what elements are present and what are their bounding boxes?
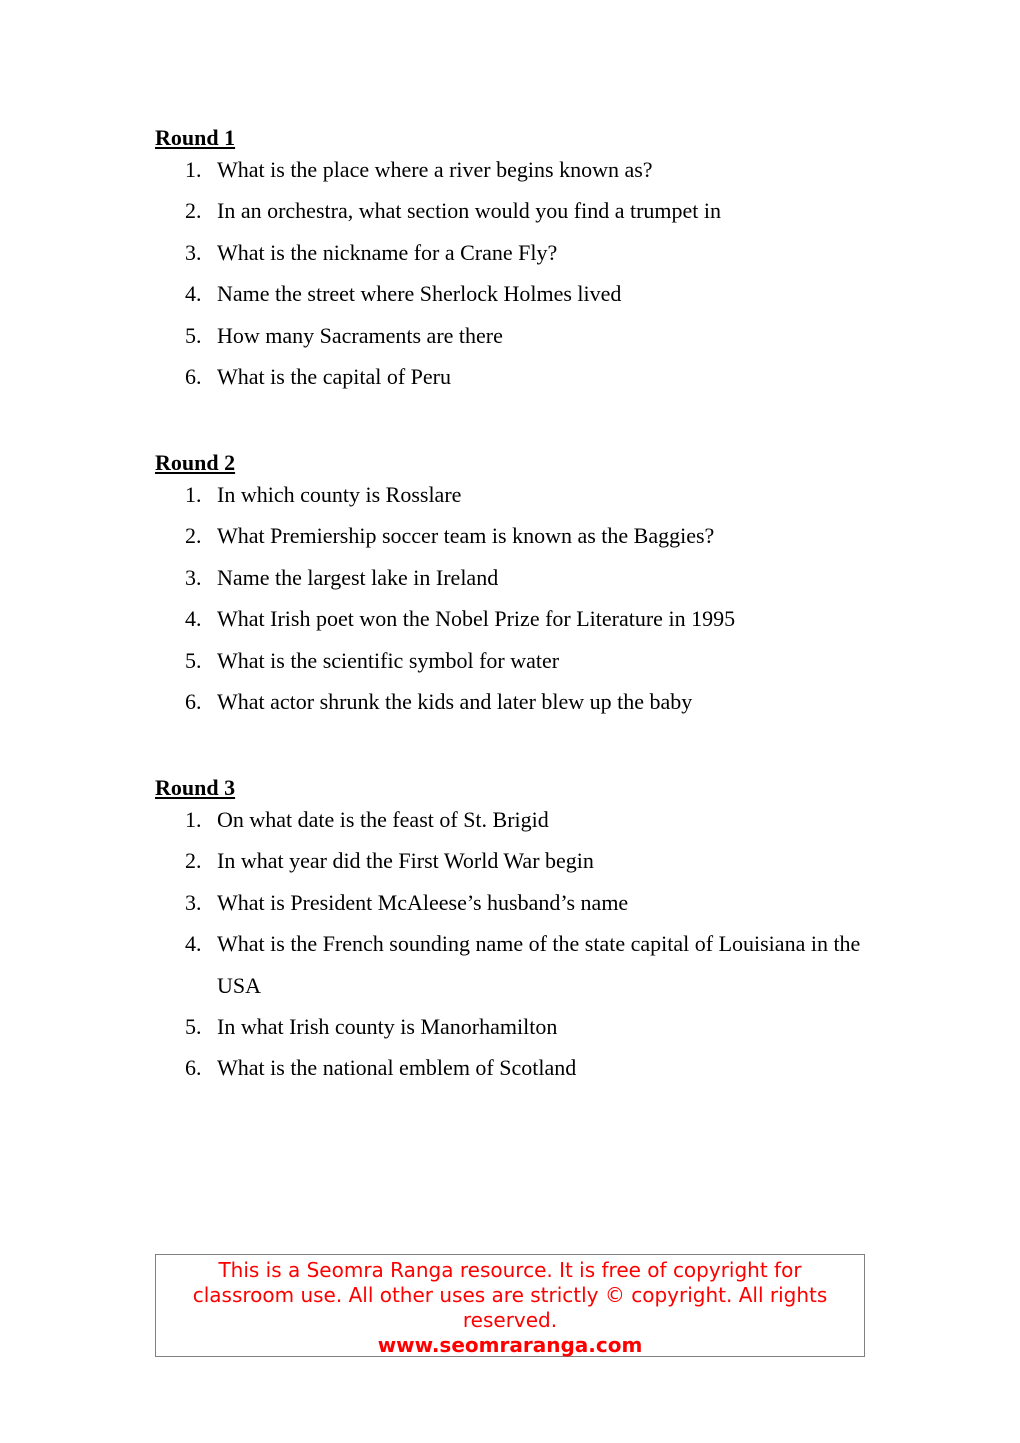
question-number: 6. (185, 689, 202, 715)
question-text: In what year did the First World War begin (217, 848, 594, 874)
question-number: 3. (185, 239, 202, 265)
question-item (155, 232, 867, 273)
question-text: What is the scientific symbol for water (217, 647, 560, 673)
round-title: Round 3 (155, 775, 236, 800)
question-list (155, 474, 875, 722)
question-text: How many Sacraments are there (217, 322, 503, 348)
question-number: 3. (185, 889, 202, 915)
website-link[interactable]: www.seomraranga.com (377, 1333, 643, 1357)
question-text: What is President McAleese’s husband’s name (217, 889, 629, 915)
question-item (155, 598, 867, 639)
question-text: What actor shrunk the kids and later blew up the baby (217, 689, 693, 715)
question-number: 5. (185, 647, 202, 673)
question-text: In which county is Rosslare (217, 482, 462, 507)
question-number: 6. (185, 364, 202, 390)
question-text: In an orchestra, what section would you find a trumpet in (217, 198, 722, 224)
question-item (155, 190, 867, 231)
question-list (155, 799, 875, 1089)
question-item (155, 799, 867, 840)
question-item (155, 273, 867, 314)
question-text: Name the street where Sherlock Holmes lived (217, 281, 622, 307)
question-item (155, 356, 867, 397)
question-number: 1. (185, 157, 202, 182)
question-number: 1. (185, 807, 202, 832)
question-text: What Irish poet won the Nobel Prize for Literature in 1995 (217, 606, 736, 632)
question-text: What is the capital of Peru (217, 364, 451, 390)
round-section (155, 451, 875, 722)
question-text: In what Irish county is Manorhamilton (217, 1014, 558, 1040)
round-title: Round 2 (155, 450, 236, 475)
question-text: What is the place where a river begins known as? (217, 157, 653, 182)
question-number: 4. (185, 931, 202, 957)
question-text: What is the national emblem of Scotland (217, 1055, 577, 1081)
round-title: Round 1 (155, 125, 236, 150)
question-number: 2. (185, 848, 202, 874)
question-item (155, 1006, 867, 1047)
question-number: 6. (185, 1055, 202, 1081)
question-item (155, 515, 867, 556)
question-number: 2. (185, 523, 202, 549)
question-number: 3. (185, 564, 202, 590)
copyright-notice (155, 1254, 865, 1357)
question-number: 5. (185, 322, 202, 348)
question-text: What is the nickname for a Crane Fly? (217, 239, 558, 265)
question-item (155, 681, 867, 722)
question-number: 5. (185, 1014, 202, 1040)
question-item (155, 315, 867, 356)
question-text: What Premiership soccer team is known as the Baggies? (217, 523, 715, 549)
question-number: 1. (185, 482, 202, 507)
question-item (155, 923, 867, 1006)
question-item (155, 149, 867, 190)
round-section (155, 126, 875, 397)
round-section (155, 776, 875, 1089)
question-number: 2. (185, 198, 202, 224)
question-item (155, 882, 867, 923)
question-item (155, 474, 867, 515)
question-number: 4. (185, 606, 202, 632)
question-text: Name the largest lake in Ireland (217, 564, 499, 590)
question-text: On what date is the feast of St. Brigid (217, 807, 549, 832)
question-item (155, 640, 867, 681)
question-text: What is the French sounding name of the state capital of Louisiana in the USA (217, 931, 861, 998)
copyright-text: This is a Seomra Ranga resource. It is free of copyright for classroom use. All other uses are strictly © copyright. All rights reserved. (192, 1258, 828, 1332)
question-item (155, 1047, 867, 1088)
question-item (155, 840, 867, 881)
question-item (155, 557, 867, 598)
question-number: 4. (185, 281, 202, 307)
question-list (155, 149, 875, 397)
